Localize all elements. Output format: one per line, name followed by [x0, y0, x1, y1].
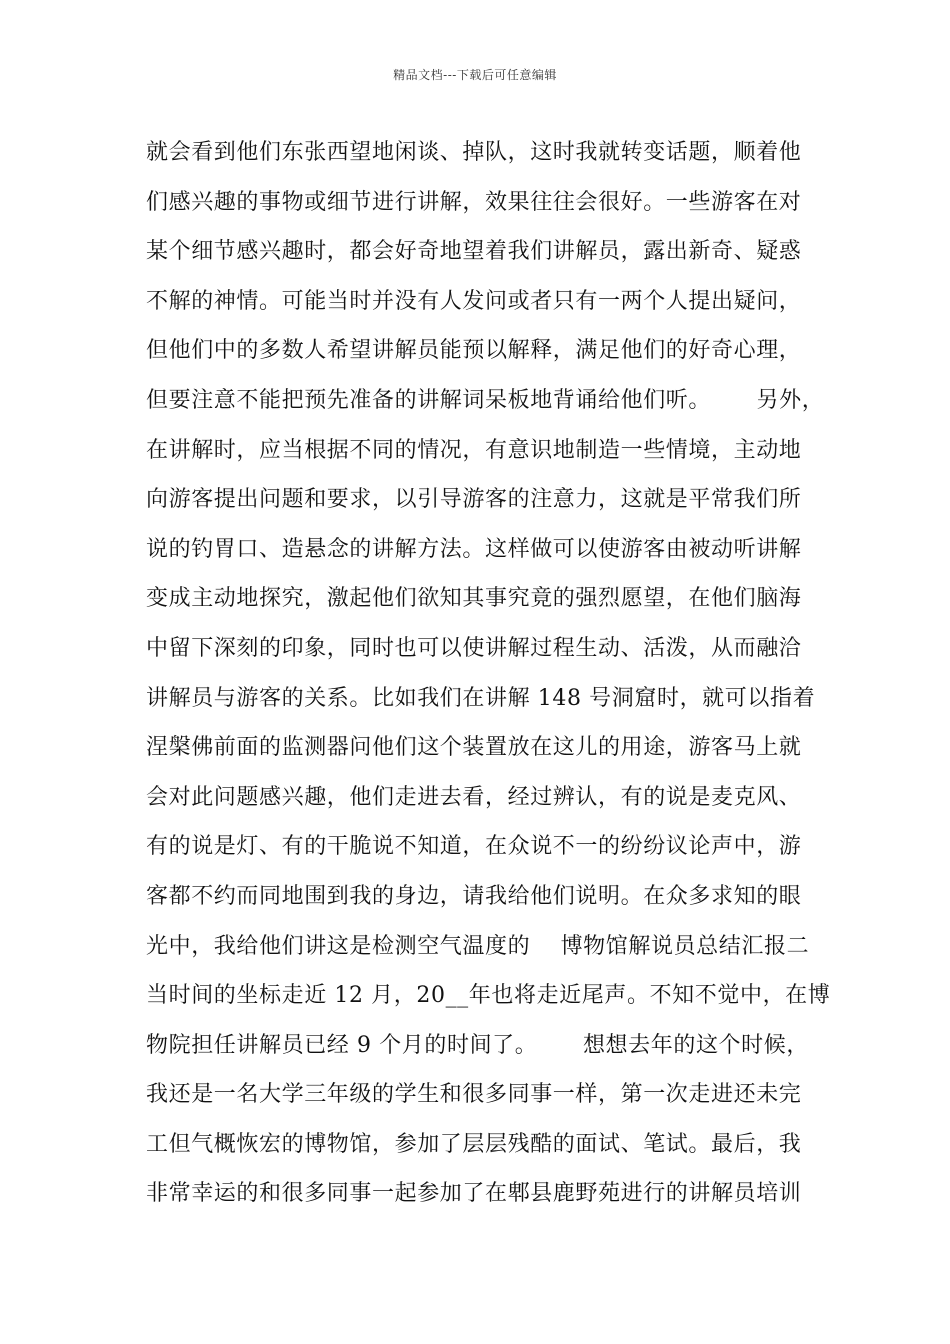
text-line: 们感兴趣的事物或细节进行讲解，效果往往会很好。一些游客在对 [146, 189, 802, 215]
page-header: 精品文档---下载后可任意编辑 [393, 68, 557, 82]
text-line: 当时间的坐标走近 12 月，20__年也将走近尾声。不知不觉中，在博 [146, 983, 831, 1009]
text-line: 向游客提出问题和要求，以引导游客的注意力，这就是平常我们所 [146, 487, 802, 513]
text-line: 变成主动地探究，激起他们欲知其事究竟的强烈愿望，在他们脑海 [146, 586, 802, 612]
text-line: 工但气概恢宏的博物馆，参加了层层残酷的面试、笔试。最后，我 [146, 1131, 802, 1157]
text-line: 中留下深刻的印象，同时也可以使讲解过程生动、活泼，从而融洽 [146, 635, 802, 661]
text-line: 在讲解时，应当根据不同的情况，有意识地制造一些情境，主动地 [146, 437, 802, 463]
text-line: 非常幸运的和很多同事一起参加了在郫县鹿野苑进行的讲解员培训 [146, 1181, 802, 1207]
text-line: 我还是一名大学三年级的学生和很多同事一样，第一次走进还未完 [146, 1082, 802, 1108]
body-text [146, 128, 831, 1219]
text-line: 某个细节感兴趣时，都会好奇地望着我们讲解员，露出新奇、疑惑 [146, 239, 802, 265]
text-line: 但他们中的多数人希望讲解员能预以解释，满足他们的好奇心理， [146, 338, 802, 364]
text-line: 物院担任讲解员已经 9 个月的时间了。 想想去年的这个时候， [146, 1032, 809, 1058]
text-line: 但要注意不能把预先准备的讲解词呆板地背诵给他们听。 另外， [146, 387, 825, 413]
text-line: 有的说是灯、有的干脆说不知道，在众说不一的纷纷议论声中，游 [146, 834, 802, 860]
text-line: 不解的神情。可能当时并没有人发问或者只有一两个人提出疑问， [146, 288, 802, 314]
text-line: 客都不约而同地围到我的身边，请我给他们说明。在众多求知的眼 [146, 883, 802, 909]
text-line: 涅槃佛前面的监测器问他们这个装置放在这儿的用途，游客马上就 [146, 735, 802, 761]
text-line: 光中，我给他们讲这是检测空气温度的 博物馆解说员总结汇报二 [146, 933, 810, 959]
text-line: 讲解员与游客的关系。比如我们在讲解 148 号洞窟时，就可以指着 [146, 685, 816, 711]
text-line: 就会看到他们东张西望地闲谈、掉队，这时我就转变话题，顺着他 [146, 140, 802, 165]
text-line: 说的钓胃口、造悬念的讲解方法。这样做可以使游客由被动听讲解 [146, 536, 802, 562]
text-line: 会对此问题感兴趣，他们走进去看，经过辨认，有的说是麦克风、 [146, 784, 802, 810]
